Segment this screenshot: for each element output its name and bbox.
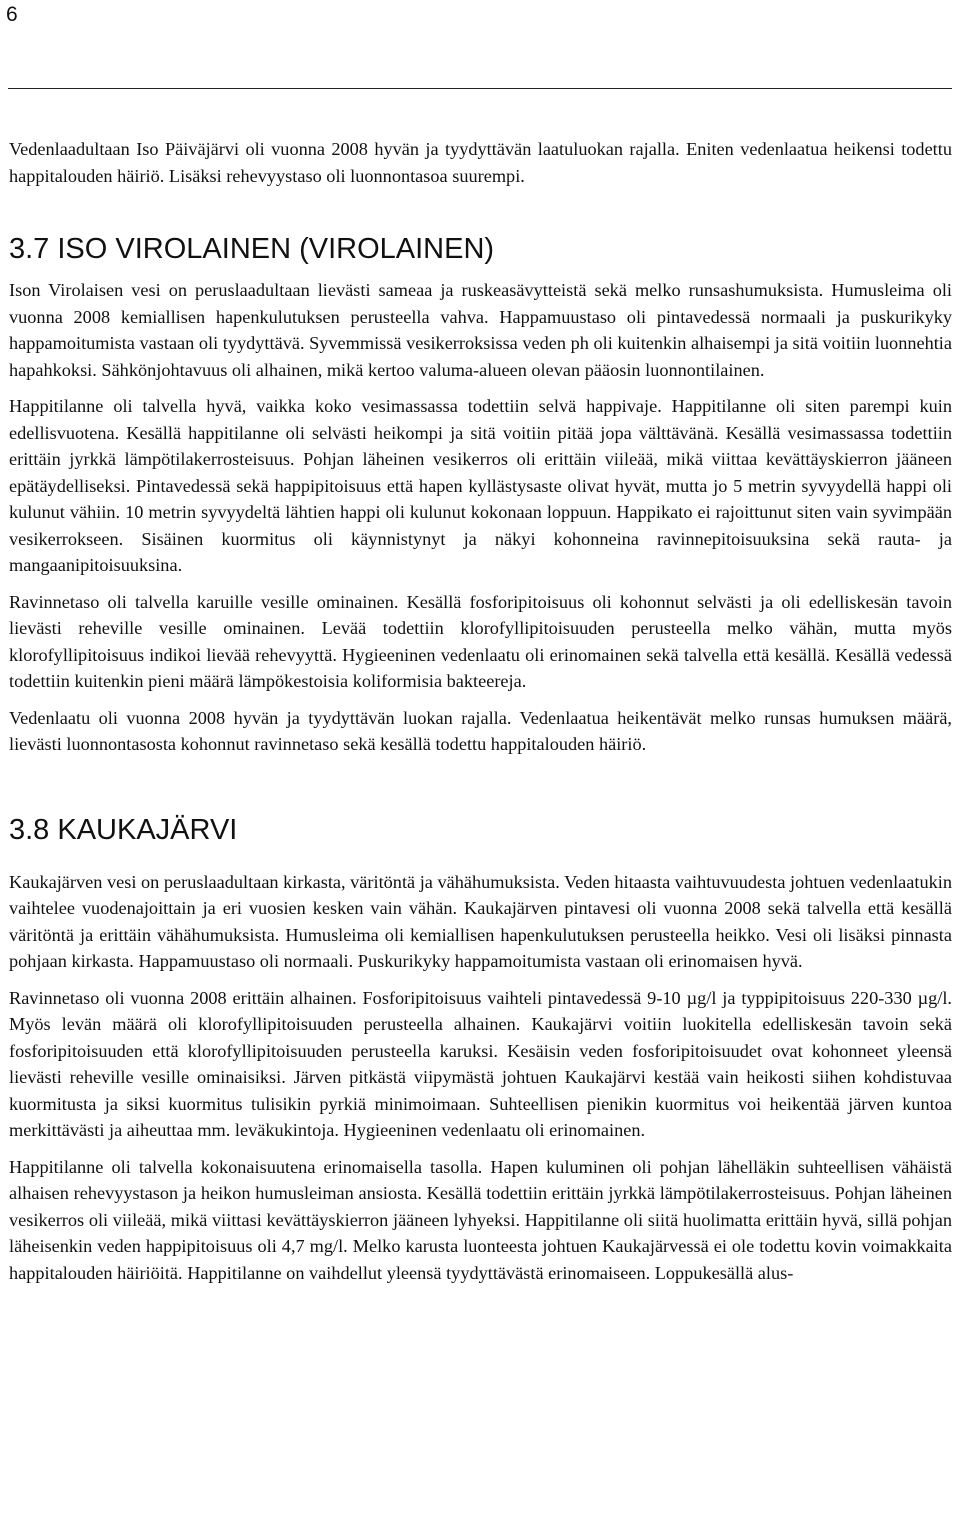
section-heading-iso-virolainen: 3.7 ISO VIROLAINEN (VIROLAINEN) [9,233,495,265]
paragraph-kaukajarvi-2: Ravinnetaso oli vuonna 2008 erittäin alhainen. Fosforipitoisuus vaihteli pintavedessä 9-10 µg/l ja typpipitoisuus 220-330 µg/l. Myös levän määrä oli klorofyllipitoisuuden perusteella alhainen. Kaukajärvi voitiin luokitella edelliskesän tavoin sekä fosforipitoisuuden että klorofyllipitoisuuden perusteella karuksi. Kesäisin veden fosforipitoisuudet ovat kohonneet yleensä lievästi reheville vesille ominaisiksi. Järven pitkästä viipymästä johtuen Kaukajärvi kestää vain heikosti siihen kohdistuvaa kuormitusta ja siksi kuormitus tulisikin pyrkiä minimoimaan. Suhteellisen pienikin kuormitus voi heikentää järven kuntoa merkittävästi ja aiheuttaa mm. leväkukintoja. Hygieeninen vedenlaatu oli erinomainen. [9,987,952,1140]
page-number: 6 [6,3,18,26]
paragraph-iso-virolainen-3: Ravinnetaso oli talvella karuille vesille ominainen. Kesällä fosforipitoisuus oli kohonnut selvästi ja oli edelliskesän tavoin lievästi reheville vesille ominainen. Levää todettiin klorofyllipitoisuuden perusteella melko vähän, mutta myös klorofyllipitoisuus indikoi lievää rehevyyttä. Hygieeninen vedenlaatu oli erinomainen sekä talvella että kesällä. Kesällä vedessä todettiin kuitenkin pieni määrä lämpökestoisia koliformisia bakteereja. [9,591,952,691]
document-body [9,136,952,1296]
paragraph-iso-virolainen-1: Ison Virolaisen vesi on peruslaadultaan lievästi sameaa ja ruskeasävytteistä sekä melko runsashumuksista. Humusleima oli vuonna 2008 kemiallisen hapenkulutuksen perusteella vahva. Happamuustaso oli pintavedessä normaali ja puskurikyky happamoitumista vastaan oli tyydyttävä. Syvemmissä vesikerroksissa veden ph oli kuitenkin alhaisempi ja sitä voitiin luonnehtia hapahkoksi. Sähkönjohtavuus oli alhainen, mikä kertoo valuma-alueen olevan pääosin luonnontilainen. [9,280,952,380]
section-heading-kaukajarvi: 3.8 KAUKAJÄRVI [9,813,238,846]
header-rule [8,88,952,89]
paragraph-iso-virolainen-2: Happitilanne oli talvella hyvä, vaikka koko vesimassassa todettiin selvä happivaje. Happitilanne oli siten parempi kuin edellisvuotena. Kesällä happitilanne oli selvästi heikompi ja sitä voitiin pitää jopa välttävänä. Kesällä vesimassassa todettiin erittäin jyrkkä lämpötilakerrosteisuus. Pohjan läheinen vesikerros oli erittäin viileää, mikä viittaa kevättäyskierron jääneen epätäydelliseksi. Pintavedessä sekä happipitoisuus että hapen kyllästysaste olivat hyvät, mutta jo 5 metrin syvyydellä happi oli kulunut vähiin. 10 metrin syvyydeltä lähtien happi oli kulunut kokonaan loppuun. Happikato ei rajoittunut siten vain syvimpään vesikerrokseen. Sisäinen kuormitus oli käynnistynyt ja näkyi kohonneina ravinnepitoisuuksina sekä rauta- ja mangaanipitoisuuksina. [9,396,952,575]
paragraph-kaukajarvi-3: Happitilanne oli talvella kokonaisuutena erinomaisella tasolla. Hapen kuluminen oli pohjan lähelläkin suhteellisen vähäistä alhaisen rehevyystason ja heikon humusleiman ansiosta. Kesällä todettiin erittäin jyrkkä lämpötilakerrosteisuus. Pohjan läheinen vesikerros oli viileää, mikä viittasi kevättäyskierron jääneen lyhyeksi. Happitilanne oli siitä huolimatta erittäin hyvä, sillä pohjan läheisenkin veden happipitoisuus oli 4,7 mg/l. Melko karusta luonteesta johtuen Kaukajärvessä ei ole todettu kovin voimakkaita happitalouden häiriöitä. Happitilanne on vaihdellut yleensä tyydyttävästä erinomaiseen. Loppukesällä alus- [9,1156,952,1283]
paragraph-kaukajarvi-1: Kaukajärven vesi on peruslaadultaan kirkasta, väritöntä ja vähähumuksista. Veden hitaasta vaihtuvuudesta johtuen vedenlaatukin vaihtelee vuodenajoittain ja eri vuosien kesken vain vähän. Kaukajärven pintavesi oli vuonna 2008 sekä talvella että kesällä väritöntä ja erittäin vähähumuksista. Humusleima oli kemiallisen hapenkulutuksen perusteella heikko. Vesi oli lisäksi pinnasta pohjaan kirkasta. Happamuustaso oli normaali. Puskurikyky happamoitumista vastaan oli erinomaisen hyvä. [9,871,952,971]
paragraph-iso-virolainen-4: Vedenlaatu oli vuonna 2008 hyvän ja tyydyttävän luokan rajalla. Vedenlaatua heikentävät melko runsas humuksen määrä, lievästi luonnontasosta kohonnut ravinnetaso sekä kesällä todettu happitalouden häiriö. [9,707,952,754]
intro-paragraph: Vedenlaadultaan Iso Päiväjärvi oli vuonna 2008 hyvän ja tyydyttävän laatuluokan rajalla. Eniten vedenlaatua heikensi todettu happitalouden häiriö. Lisäksi rehevyystaso oli luonnontasoa suurempi. [9,139,952,186]
